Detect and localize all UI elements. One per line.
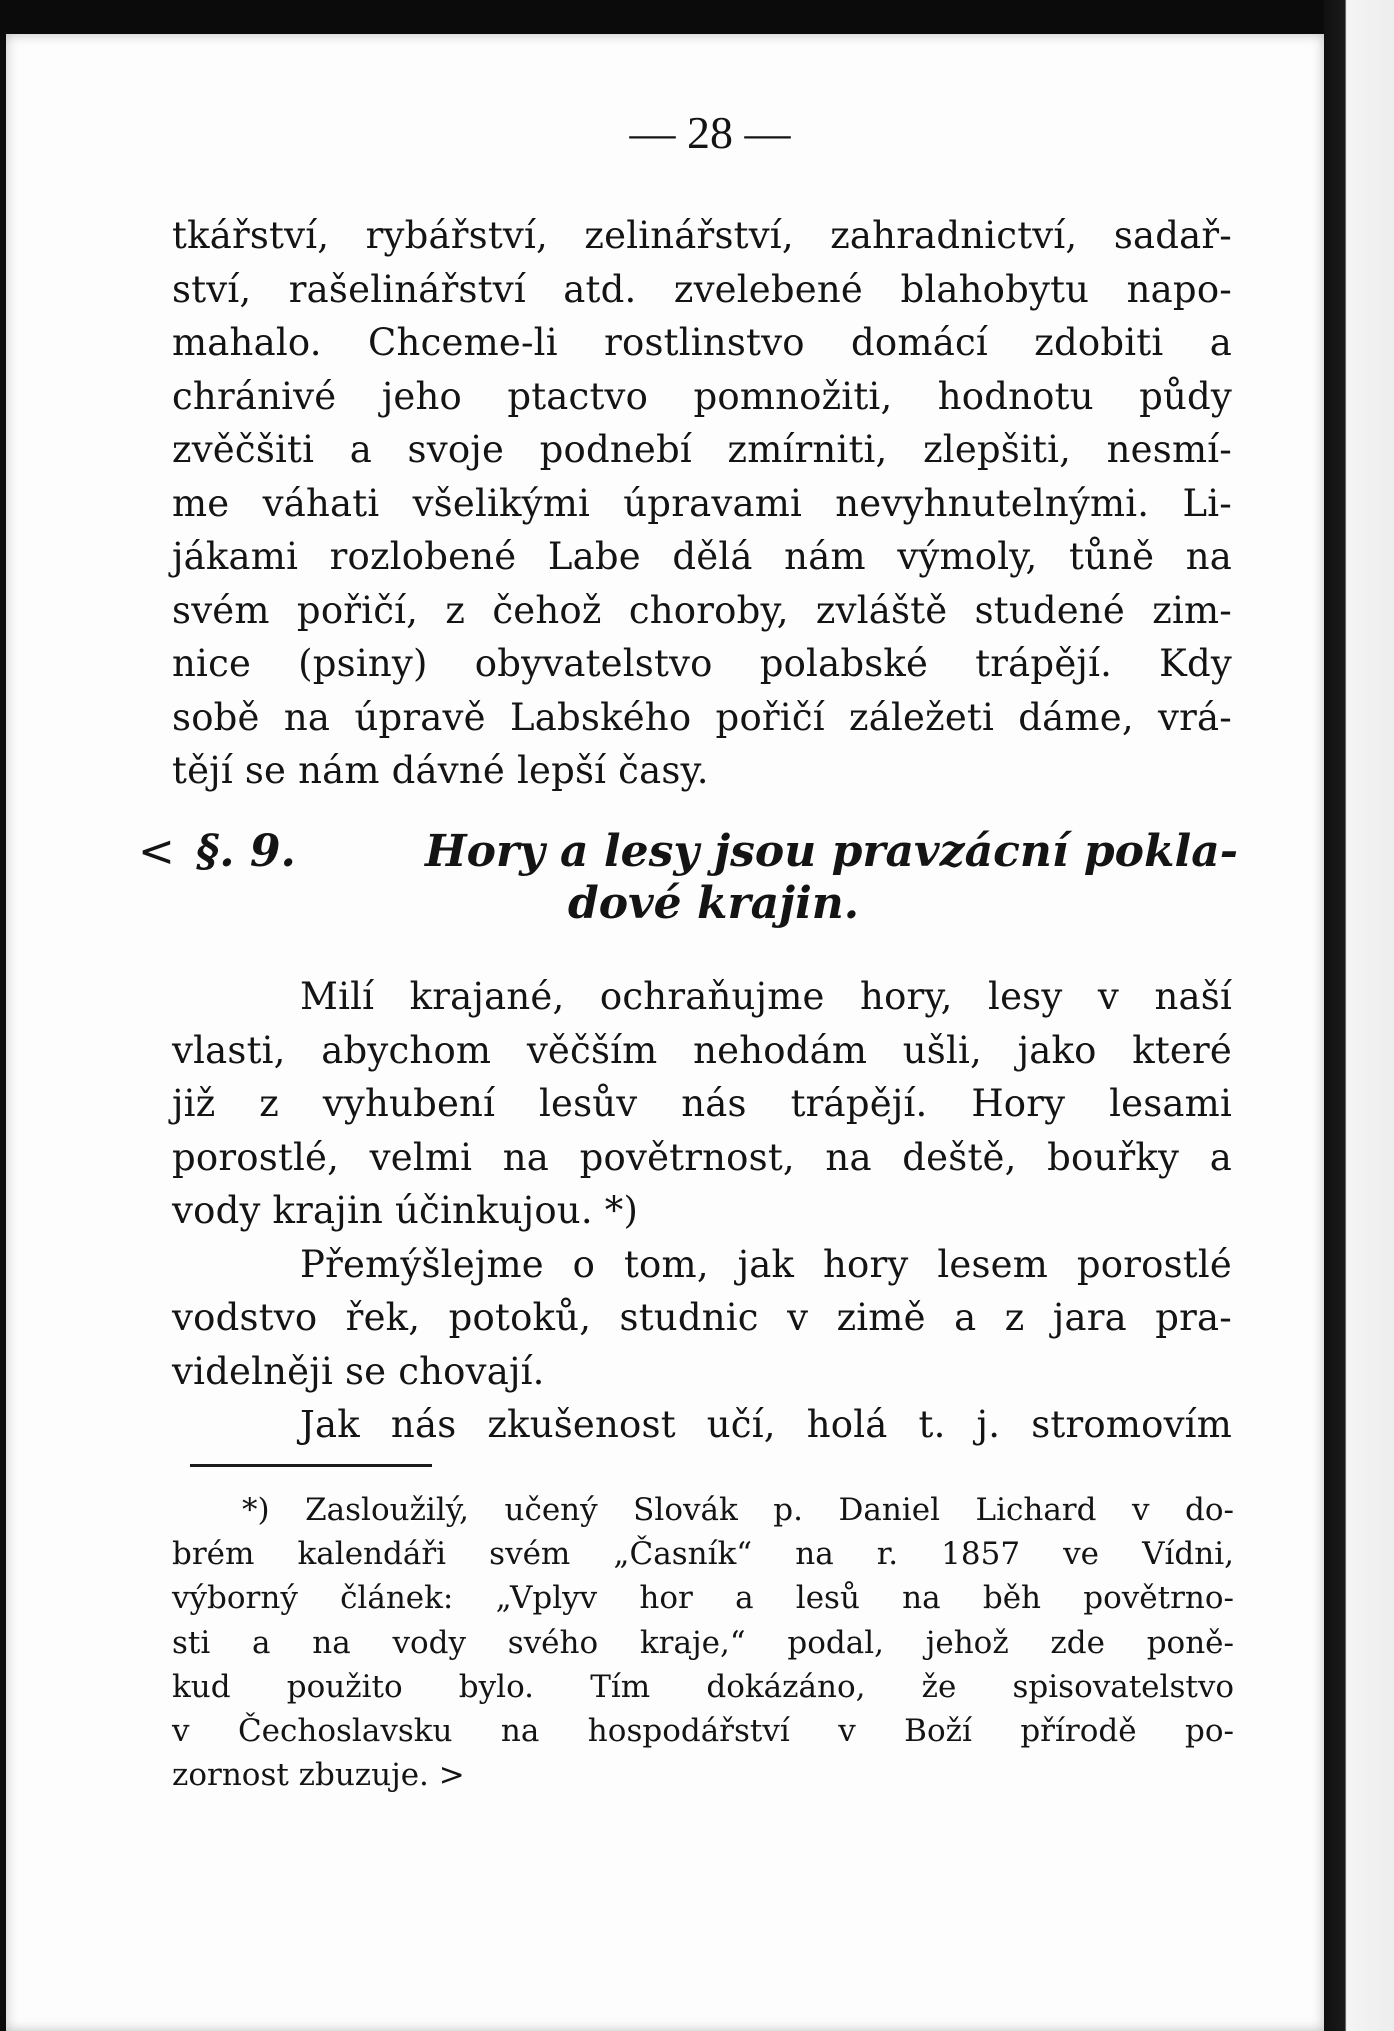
text-line: vody krajin účinkujou. *) (172, 1189, 639, 1232)
heading-line-2: dové krajin. (568, 878, 860, 929)
paragraph-forests (172, 970, 1232, 1452)
heading-line-1: Hory a lesy jsou pravzácní pokla- (425, 826, 1238, 877)
section-number: §. 9. (196, 826, 296, 877)
text-line: sobě na úpravě Labského pořičí záležeti dáme, vrá- (172, 695, 1232, 739)
footnote (172, 1488, 1234, 1797)
text-line: porostlé, velmi na povětrnost, na deště, bouřky a (172, 1135, 1232, 1179)
footnote-line: kud použito bylo. Tím dokázáno, že spisovatelstvo (172, 1668, 1234, 1705)
text-line: nice (psiny) obyvatelstvo polabské trápějí. Kdy (172, 642, 1232, 685)
text-line: tkářství, rybářství, zelinářství, zahradnictví, sadař- (172, 214, 1232, 257)
section-heading (138, 826, 1238, 930)
text-line: Přemýšlejme o tom, jak hory lesem porostlé (300, 1242, 1232, 1286)
page-number: — 28 — (629, 107, 791, 158)
text-line: zvěčšiti a svoje podnebí zmírniti, zlepšiti, nesmí- (172, 428, 1232, 471)
text-line: vodstvo řek, potoků, studnic v zimě a z jara pra- (172, 1296, 1232, 1339)
footnote-line: zornost zbuzuje. > (172, 1757, 465, 1794)
margin-mark: < (138, 826, 175, 877)
text-line: ství, rašelinářství atd. zvelebené blahobytu napo- (172, 267, 1232, 311)
footnote-line: *) Zasloužilý, učený Slovák p. Daniel Lichard v do- (242, 1492, 1234, 1528)
text-line: jákami rozlobené Labe dělá nám výmoly, tůně na (172, 535, 1232, 578)
text-line: me váhati všelikými úpravami nevyhnutelnými. Li- (172, 481, 1232, 525)
footnote-line: brém kalendáři svém „Časník“ na r. 1857 ve Vídni, (172, 1536, 1234, 1573)
text-line: již z vyhubení lesův nás trápějí. Hory lesami (172, 1082, 1232, 1125)
text-line: Milí krajané, ochraňujme hory, lesy v naší (300, 975, 1232, 1018)
text-line: videlněji se chovají. (172, 1349, 545, 1393)
footnote-line: v Čechoslavsku na hospodářství v Boží přírodě po- (172, 1713, 1234, 1750)
footnote-line: sti a na vody svého kraje,“ podal, jehož zde poně- (172, 1624, 1234, 1661)
footnote-divider (190, 1464, 432, 1467)
paragraph-continued (172, 209, 1232, 798)
text-line: vlasti, abychom věčším nehodám ušli, jako které (172, 1028, 1232, 1072)
text-line: Jak nás zkušenost učí, holá t. j. stromovím (300, 1403, 1232, 1446)
footnote-line: výborný článek: „Vplyv hor a lesů na běh povětrno- (172, 1580, 1234, 1617)
page-edge (1324, 0, 1394, 2031)
text-line: chránivé jeho ptactvo pomnožiti, hodnotu půdy (172, 374, 1232, 418)
text-line: tějí se nám dávné lepší časy. (172, 749, 709, 792)
text-line: mahalo. Chceme-li rostlinstvo domácí zdobiti a (172, 321, 1232, 364)
text-line: svém pořičí, z čehož choroby, zvláště studené zim- (172, 588, 1232, 632)
